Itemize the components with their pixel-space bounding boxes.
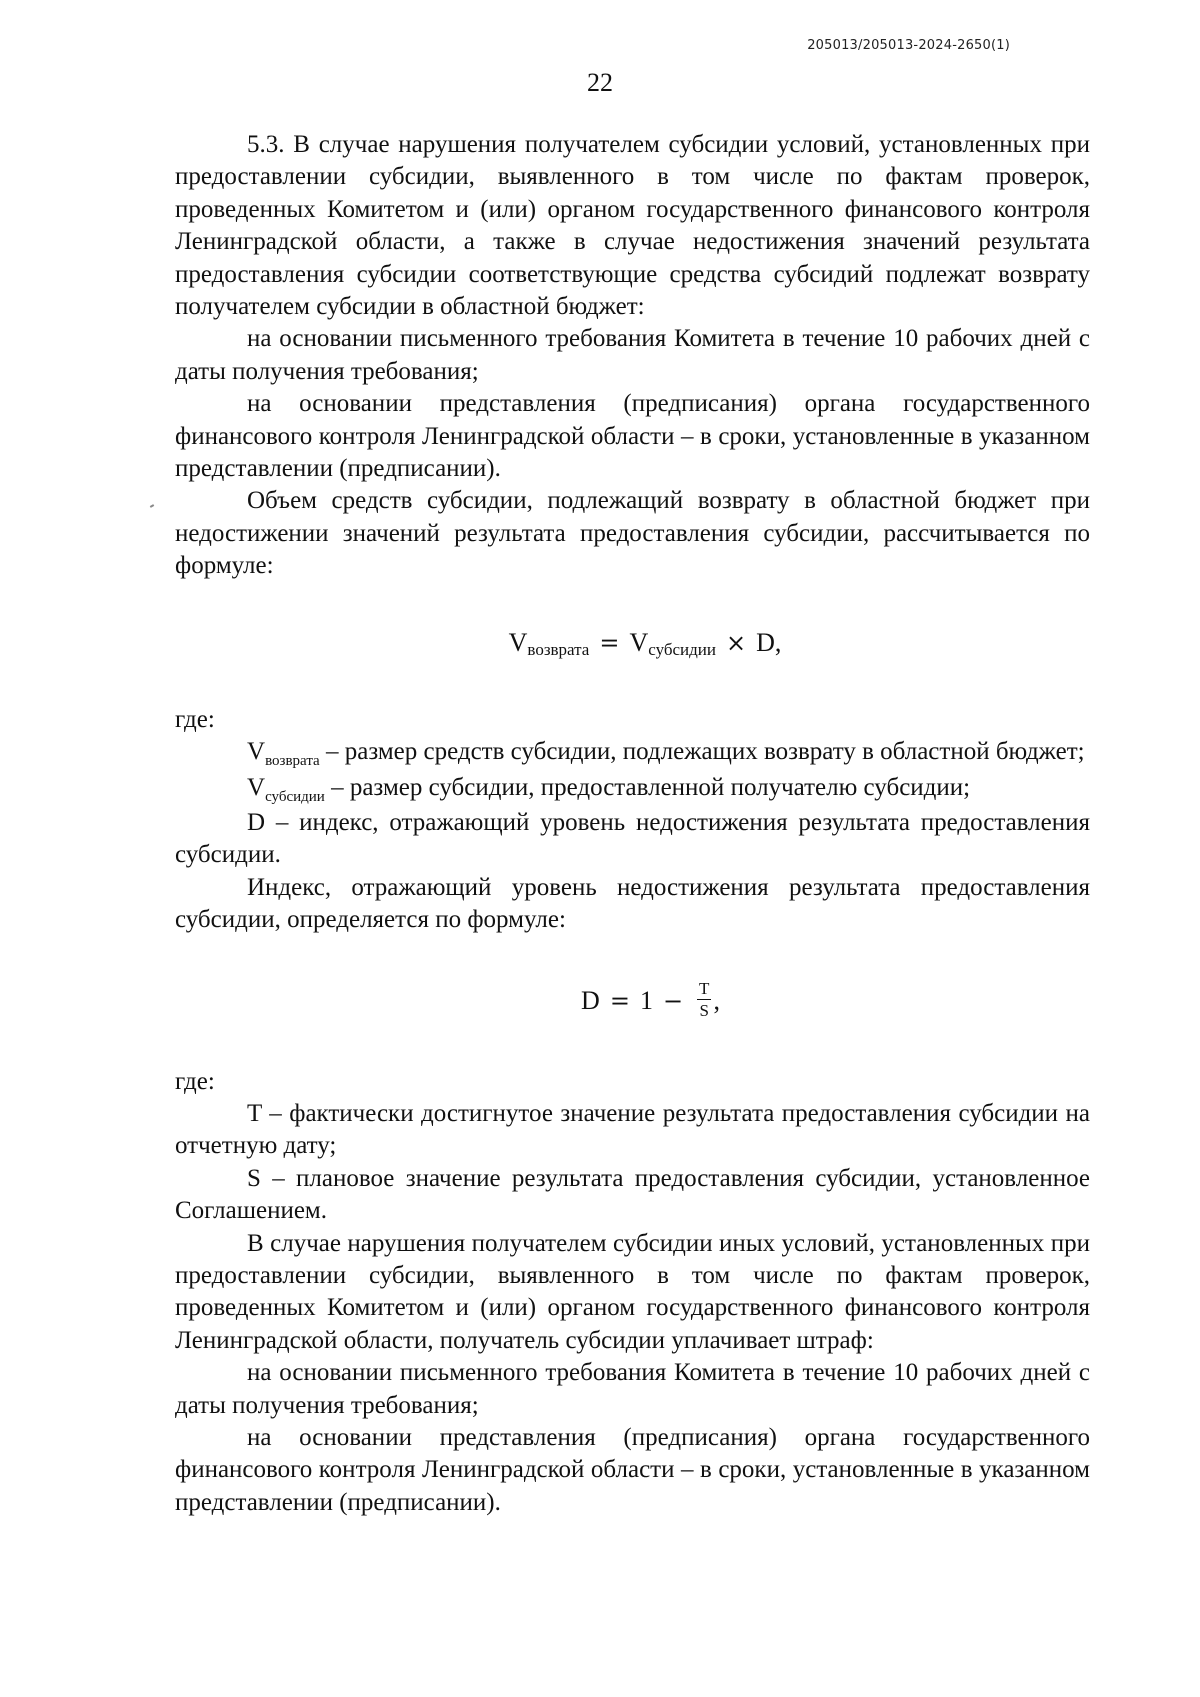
formula1-rhs-symbol: V [629, 627, 649, 657]
def2-text: – размер субсидии, предоставленной получателю субсидии; [324, 773, 971, 801]
formula1-lhs-symbol: V [508, 627, 528, 657]
def1-text: – размер средств субсидии, подлежащих возврату в областной бюджет; [319, 738, 1085, 766]
page-number: 22 [587, 68, 613, 97]
formula-return-volume [175, 583, 1090, 704]
scan-artifact [150, 504, 154, 508]
paragraph-volume-intro: Объем средств субсидии, подлежащий возврату в областной бюджет при недостижении значений результата предоставления субсидии, рассчитывается по формуле: [175, 487, 1090, 580]
document-body [175, 129, 1090, 1519]
formula1-equals: = [599, 628, 620, 657]
paragraph-penalty: В случае нарушения получателем субсидии иных условий, установленных при предоставлении субсидии, выявленного в том числе по фактам проверок, проведенных Комитетом и (или) органом государственного финансового контроля Ленинградской области, получатель субсидии уплачивает штраф: [175, 1229, 1090, 1354]
formula1-lhs-subscript: возврата [527, 639, 590, 659]
paragraph-5-3: 5.3. В случае нарушения получателем субсидии условий, установленных при предоставлении субсидии, выявленного в том числе по фактам проверок, проведенных Комитетом и (или) органом государственного финансового контроля Ленинградской области, а также в случае недостижения значений результата предоставления субсидии соответствующие средства субсидий подлежат возврату получателем субсидии в областной бюджет: [175, 131, 1090, 321]
paragraph-penalty-control-order: на основании представления (предписания) органа государственного финансового контроля Ленинградской области – в сроки, установленные в указанном представлении (предписании). [175, 1424, 1090, 1516]
formula2-numerator: T [699, 978, 710, 998]
formula1-rhs-subscript: субсидии [648, 639, 716, 659]
where-label-2: где: [175, 1067, 215, 1095]
paragraph-control-order: на основании представления (предписания) органа государственного финансового контроля Ленинградской области – в сроки, установленные в указанном представлении (предписании). [175, 390, 1090, 483]
formula2-equals: = [609, 986, 630, 1015]
formula2-minus: − [662, 986, 684, 1015]
def2-subscript: субсидии [265, 788, 325, 805]
paragraph-written-demand: на основании письменного требования Комитета в течение 10 рабочих дней с даты получения требования; [175, 325, 1090, 385]
formula2-tail: , [713, 985, 720, 1015]
where-label-1: где: [175, 705, 215, 733]
formula1-times: × [725, 628, 747, 657]
definition-t: T – фактически достигнутое значение результата предоставления субсидии на отчетную дату; [175, 1099, 1090, 1160]
definition-s: S – плановое значение результата предоставления субсидии, установленное Соглашением. [175, 1164, 1090, 1225]
formula2-fraction [697, 979, 711, 1020]
paragraph-index-intro: Индекс, отражающий уровень недостижения результата предоставления субсидии, определяется по формуле: [175, 873, 1090, 934]
formula-index [175, 937, 1090, 1066]
formula2-lhs: D [581, 985, 600, 1015]
definition-v-return [175, 736, 1090, 771]
paragraph-penalty-written-demand: на основании письменного требования Комитета в течение 10 рабочих дней с даты получения требования; [175, 1359, 1090, 1419]
def2-symbol: V [247, 773, 266, 801]
def1-subscript: возврата [265, 753, 320, 770]
formula2-one: 1 [639, 985, 653, 1015]
definition-v-subsidy [175, 772, 1090, 807]
definition-d-index: D – индекс, отражающий уровень недостижения результата предоставления субсидии. [175, 808, 1090, 869]
document-id: 205013/205013-2024-2650(1) [807, 38, 1010, 53]
formula1-rhs-tail: D, [756, 627, 782, 657]
formula2-denominator: S [699, 1000, 709, 1020]
def1-symbol: V [247, 738, 266, 766]
